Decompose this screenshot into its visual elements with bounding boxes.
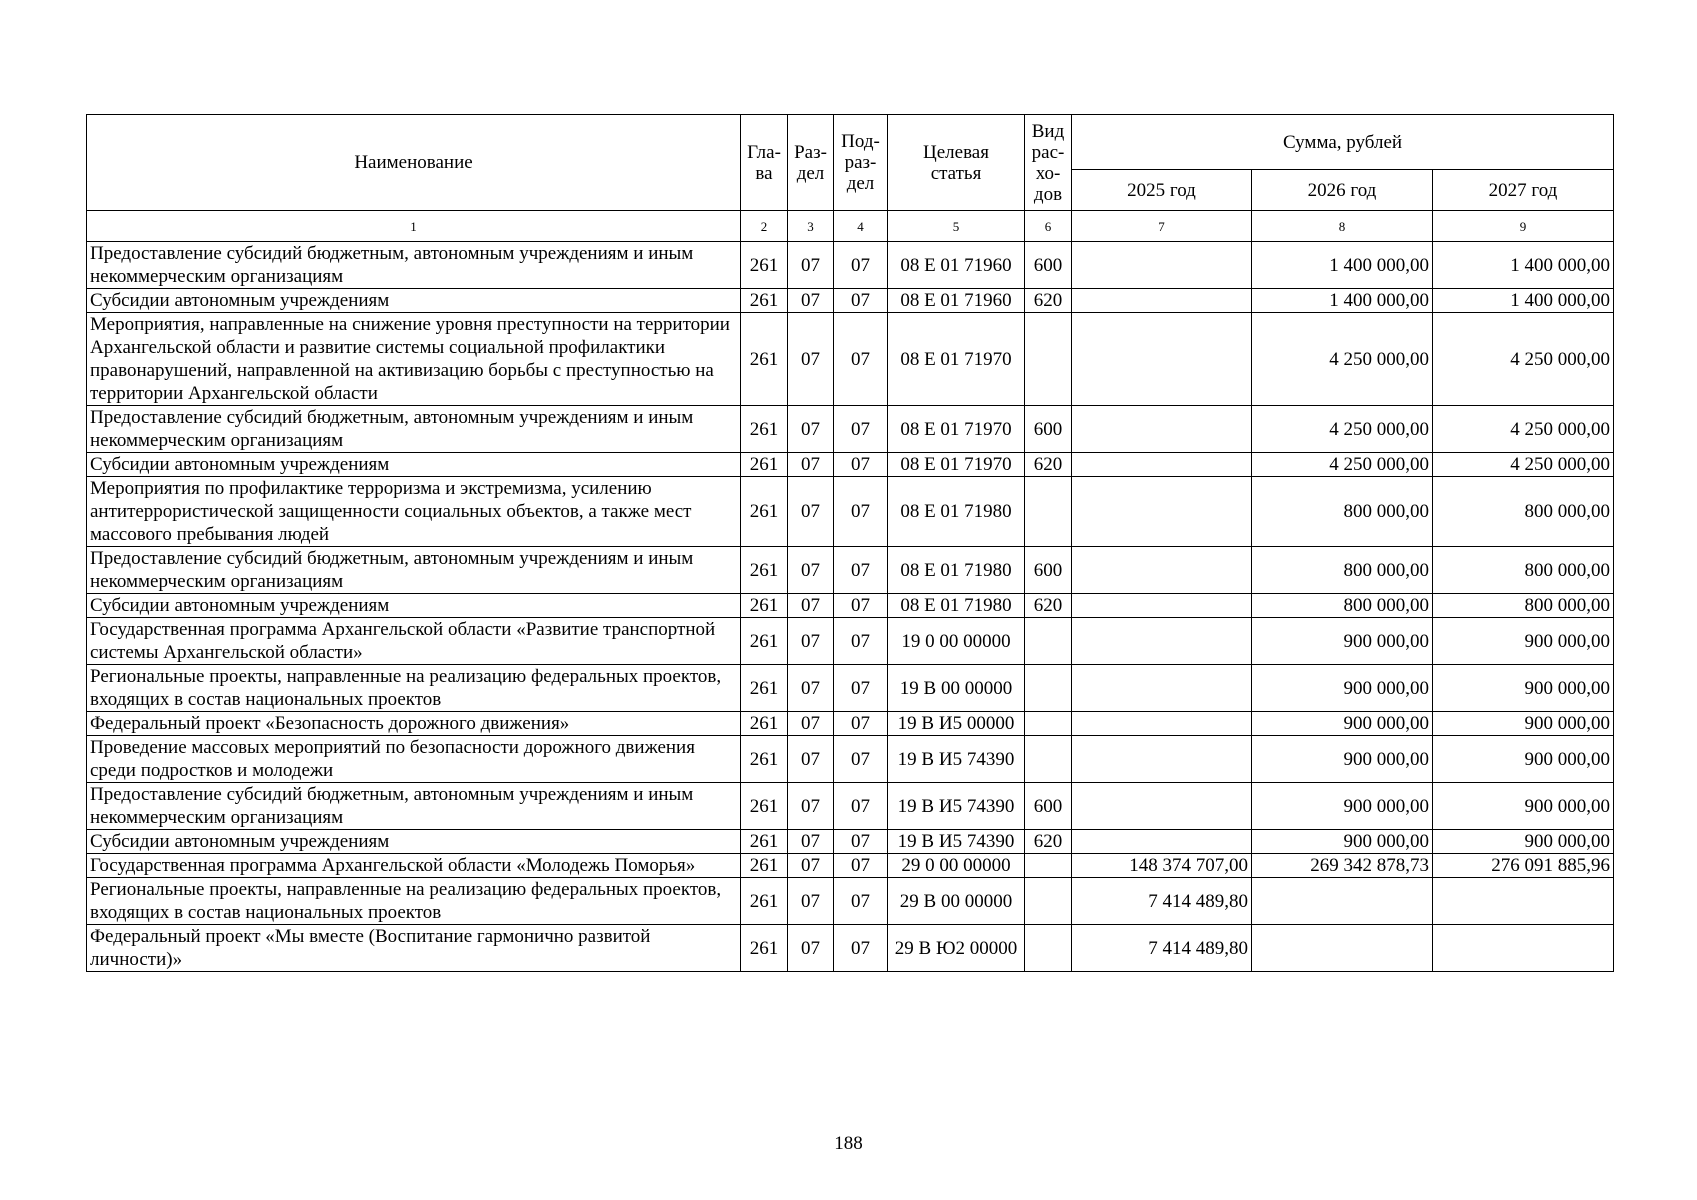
row-name: Мероприятия, направленные на снижение уровня преступности на территории Архангельской области и развитие системы социальной профилактики правонарушений, направленной на активизацию борьбы с преступностью на территории Архангельской области <box>87 313 741 406</box>
row-target-article: 19 В И5 74390 <box>888 830 1025 854</box>
row-sum-2026: 4 250 000,00 <box>1252 313 1433 406</box>
row-chapter: 261 <box>741 925 788 972</box>
row-sum-2026: 900 000,00 <box>1252 830 1433 854</box>
row-subsection: 07 <box>834 925 888 972</box>
row-target-article: 19 В И5 74390 <box>888 783 1025 830</box>
row-chapter: 261 <box>741 477 788 547</box>
row-sum-2025: 148 374 707,00 <box>1072 854 1252 878</box>
row-target-article: 08 Е 01 71970 <box>888 406 1025 453</box>
table-row <box>87 242 1614 289</box>
row-sum-2025 <box>1072 242 1252 289</box>
row-sum-2027: 900 000,00 <box>1433 830 1614 854</box>
row-sum-2027: 4 250 000,00 <box>1433 313 1614 406</box>
row-sum-2027: 900 000,00 <box>1433 783 1614 830</box>
row-sum-2026 <box>1252 925 1433 972</box>
column-number: 7 <box>1072 211 1252 242</box>
row-sum-2026: 800 000,00 <box>1252 477 1433 547</box>
row-expense-type <box>1025 477 1072 547</box>
row-sum-2025 <box>1072 736 1252 783</box>
table-header <box>87 115 1614 211</box>
row-expense-type <box>1025 736 1072 783</box>
column-number: 8 <box>1252 211 1433 242</box>
row-sum-2027: 800 000,00 <box>1433 477 1614 547</box>
table-row <box>87 783 1614 830</box>
row-sum-2025 <box>1072 618 1252 665</box>
row-expense-type <box>1025 665 1072 712</box>
column-numbers-row <box>87 211 1614 242</box>
row-chapter: 261 <box>741 618 788 665</box>
table-row <box>87 406 1614 453</box>
table-row <box>87 313 1614 406</box>
row-section: 07 <box>788 665 834 712</box>
table-row <box>87 477 1614 547</box>
table-body <box>87 211 1614 972</box>
row-name: Предоставление субсидий бюджетным, автономным учреждениям и иным некоммерческим организациям <box>87 547 741 594</box>
row-sum-2027 <box>1433 878 1614 925</box>
row-subsection: 07 <box>834 594 888 618</box>
row-name: Региональные проекты, направленные на реализацию федеральных проектов, входящих в состав национальных проектов <box>87 665 741 712</box>
row-subsection: 07 <box>834 665 888 712</box>
row-section: 07 <box>788 594 834 618</box>
header-subsection-label: Под- раз- дел <box>841 131 880 194</box>
row-chapter: 261 <box>741 406 788 453</box>
row-target-article: 19 В 00 00000 <box>888 665 1025 712</box>
header-name: Наименование <box>87 115 741 211</box>
row-expense-type: 620 <box>1025 830 1072 854</box>
row-sum-2026 <box>1252 878 1433 925</box>
header-target-article-label: Целевая статья <box>923 141 989 184</box>
row-subsection: 07 <box>834 854 888 878</box>
table-row <box>87 618 1614 665</box>
row-sum-2026: 800 000,00 <box>1252 547 1433 594</box>
row-sum-2025 <box>1072 313 1252 406</box>
row-name: Субсидии автономным учреждениям <box>87 289 741 313</box>
row-expense-type <box>1025 313 1072 406</box>
row-section: 07 <box>788 289 834 313</box>
row-sum-2027: 800 000,00 <box>1433 594 1614 618</box>
row-section: 07 <box>788 547 834 594</box>
row-subsection: 07 <box>834 736 888 783</box>
row-chapter: 261 <box>741 712 788 736</box>
row-sum-2025: 7 414 489,80 <box>1072 925 1252 972</box>
column-number: 4 <box>834 211 888 242</box>
row-expense-type: 600 <box>1025 783 1072 830</box>
row-sum-2025 <box>1072 547 1252 594</box>
row-section: 07 <box>788 313 834 406</box>
row-sum-2025: 7 414 489,80 <box>1072 878 1252 925</box>
column-number: 9 <box>1433 211 1614 242</box>
header-expense-type <box>1025 115 1072 211</box>
row-target-article: 08 Е 01 71980 <box>888 594 1025 618</box>
row-section: 07 <box>788 925 834 972</box>
row-chapter: 261 <box>741 242 788 289</box>
row-expense-type: 620 <box>1025 289 1072 313</box>
row-sum-2027: 800 000,00 <box>1433 547 1614 594</box>
table-row <box>87 665 1614 712</box>
row-name: Государственная программа Архангельской области «Развитие транспортной системы Архангельской области» <box>87 618 741 665</box>
table-row <box>87 547 1614 594</box>
row-sum-2027: 4 250 000,00 <box>1433 406 1614 453</box>
row-subsection: 07 <box>834 477 888 547</box>
row-sum-2025 <box>1072 783 1252 830</box>
row-expense-type <box>1025 878 1072 925</box>
row-name: Мероприятия по профилактике терроризма и экстремизма, усилению антитеррористической защищенности социальных объектов, а также мест массового пребывания людей <box>87 477 741 547</box>
row-chapter: 261 <box>741 783 788 830</box>
header-chapter-label: Гла- ва <box>747 141 781 184</box>
row-target-article: 08 Е 01 71960 <box>888 242 1025 289</box>
row-expense-type <box>1025 854 1072 878</box>
row-sum-2025 <box>1072 453 1252 477</box>
row-subsection: 07 <box>834 289 888 313</box>
row-name: Региональные проекты, направленные на реализацию федеральных проектов, входящих в состав национальных проектов <box>87 878 741 925</box>
row-chapter: 261 <box>741 854 788 878</box>
row-expense-type: 620 <box>1025 453 1072 477</box>
header-chapter <box>741 115 788 211</box>
row-sum-2025 <box>1072 712 1252 736</box>
row-subsection: 07 <box>834 830 888 854</box>
row-expense-type <box>1025 712 1072 736</box>
row-section: 07 <box>788 618 834 665</box>
row-sum-2026: 1 400 000,00 <box>1252 242 1433 289</box>
row-subsection: 07 <box>834 547 888 594</box>
table-row <box>87 878 1614 925</box>
row-sum-2026: 900 000,00 <box>1252 712 1433 736</box>
row-section: 07 <box>788 736 834 783</box>
row-chapter: 261 <box>741 878 788 925</box>
row-chapter: 261 <box>741 289 788 313</box>
row-section: 07 <box>788 477 834 547</box>
row-name: Предоставление субсидий бюджетным, автономным учреждениям и иным некоммерческим организациям <box>87 783 741 830</box>
table-row <box>87 594 1614 618</box>
row-subsection: 07 <box>834 783 888 830</box>
row-section: 07 <box>788 406 834 453</box>
row-name: Федеральный проект «Мы вместе (Воспитание гармонично развитой личности)» <box>87 925 741 972</box>
table-row <box>87 736 1614 783</box>
row-expense-type <box>1025 618 1072 665</box>
row-section: 07 <box>788 453 834 477</box>
column-number: 3 <box>788 211 834 242</box>
row-chapter: 261 <box>741 594 788 618</box>
row-sum-2025 <box>1072 477 1252 547</box>
row-target-article: 08 Е 01 71960 <box>888 289 1025 313</box>
row-subsection: 07 <box>834 712 888 736</box>
row-name: Субсидии автономным учреждениям <box>87 594 741 618</box>
row-expense-type: 620 <box>1025 594 1072 618</box>
row-section: 07 <box>788 878 834 925</box>
row-target-article: 08 Е 01 71980 <box>888 547 1025 594</box>
row-chapter: 261 <box>741 665 788 712</box>
row-target-article: 08 Е 01 71970 <box>888 453 1025 477</box>
table-row <box>87 830 1614 854</box>
header-year-2025: 2025 год <box>1072 170 1252 211</box>
row-sum-2025 <box>1072 406 1252 453</box>
header-section <box>788 115 834 211</box>
row-chapter: 261 <box>741 547 788 594</box>
row-section: 07 <box>788 783 834 830</box>
header-year-2026: 2026 год <box>1252 170 1433 211</box>
row-sum-2026: 269 342 878,73 <box>1252 854 1433 878</box>
row-sum-2027 <box>1433 925 1614 972</box>
row-subsection: 07 <box>834 406 888 453</box>
row-expense-type: 600 <box>1025 242 1072 289</box>
row-sum-2026: 900 000,00 <box>1252 783 1433 830</box>
row-name: Предоставление субсидий бюджетным, автономным учреждениям и иным некоммерческим организациям <box>87 406 741 453</box>
row-section: 07 <box>788 712 834 736</box>
row-target-article: 19 В И5 00000 <box>888 712 1025 736</box>
row-subsection: 07 <box>834 878 888 925</box>
row-chapter: 261 <box>741 313 788 406</box>
row-name: Субсидии автономным учреждениям <box>87 830 741 854</box>
row-name: Государственная программа Архангельской области «Молодежь Поморья» <box>87 854 741 878</box>
header-section-label: Раз- дел <box>794 141 827 184</box>
row-subsection: 07 <box>834 453 888 477</box>
column-number: 5 <box>888 211 1025 242</box>
row-name: Предоставление субсидий бюджетным, автономным учреждениям и иным некоммерческим организациям <box>87 242 741 289</box>
row-sum-2027: 900 000,00 <box>1433 618 1614 665</box>
row-sum-2025 <box>1072 665 1252 712</box>
row-target-article: 08 Е 01 71980 <box>888 477 1025 547</box>
row-sum-2026: 900 000,00 <box>1252 736 1433 783</box>
row-sum-2025 <box>1072 830 1252 854</box>
row-sum-2027: 276 091 885,96 <box>1433 854 1614 878</box>
row-target-article: 29 В Ю2 00000 <box>888 925 1025 972</box>
row-chapter: 261 <box>741 453 788 477</box>
row-sum-2027: 1 400 000,00 <box>1433 242 1614 289</box>
table-row <box>87 712 1614 736</box>
row-chapter: 261 <box>741 736 788 783</box>
row-sum-2027: 900 000,00 <box>1433 736 1614 783</box>
row-sum-2026: 900 000,00 <box>1252 618 1433 665</box>
header-target-article <box>888 115 1025 211</box>
row-sum-2025 <box>1072 289 1252 313</box>
row-target-article: 19 0 00 00000 <box>888 618 1025 665</box>
row-sum-2026: 800 000,00 <box>1252 594 1433 618</box>
budget-table <box>86 114 1614 972</box>
row-target-article: 19 В И5 74390 <box>888 736 1025 783</box>
row-sum-2026: 1 400 000,00 <box>1252 289 1433 313</box>
row-name: Проведение массовых мероприятий по безопасности дорожного движения среди подростков и молодежи <box>87 736 741 783</box>
column-number: 6 <box>1025 211 1072 242</box>
row-sum-2026: 4 250 000,00 <box>1252 406 1433 453</box>
row-target-article: 08 Е 01 71970 <box>888 313 1025 406</box>
row-sum-2025 <box>1072 594 1252 618</box>
table-row <box>87 289 1614 313</box>
row-expense-type: 600 <box>1025 406 1072 453</box>
row-sum-2026: 4 250 000,00 <box>1252 453 1433 477</box>
row-name: Федеральный проект «Безопасность дорожного движения» <box>87 712 741 736</box>
row-sum-2027: 4 250 000,00 <box>1433 453 1614 477</box>
row-sum-2026: 900 000,00 <box>1252 665 1433 712</box>
row-sum-2027: 1 400 000,00 <box>1433 289 1614 313</box>
table-row <box>87 453 1614 477</box>
row-sum-2027: 900 000,00 <box>1433 712 1614 736</box>
row-section: 07 <box>788 242 834 289</box>
row-section: 07 <box>788 830 834 854</box>
row-expense-type: 600 <box>1025 547 1072 594</box>
header-sum: Сумма, рублей <box>1072 115 1614 170</box>
table-row <box>87 854 1614 878</box>
row-subsection: 07 <box>834 618 888 665</box>
row-target-article: 29 0 00 00000 <box>888 854 1025 878</box>
header-subsection <box>834 115 888 211</box>
row-expense-type <box>1025 925 1072 972</box>
header-year-2027: 2027 год <box>1433 170 1614 211</box>
page-number: 188 <box>834 1133 863 1154</box>
column-number: 2 <box>741 211 788 242</box>
row-chapter: 261 <box>741 830 788 854</box>
row-section: 07 <box>788 854 834 878</box>
row-sum-2027: 900 000,00 <box>1433 665 1614 712</box>
column-number: 1 <box>87 211 741 242</box>
table-row <box>87 925 1614 972</box>
row-subsection: 07 <box>834 242 888 289</box>
row-target-article: 29 В 00 00000 <box>888 878 1025 925</box>
row-name: Субсидии автономным учреждениям <box>87 453 741 477</box>
header-expense-type-label: Вид рас- хо- дов <box>1031 120 1065 205</box>
row-subsection: 07 <box>834 313 888 406</box>
